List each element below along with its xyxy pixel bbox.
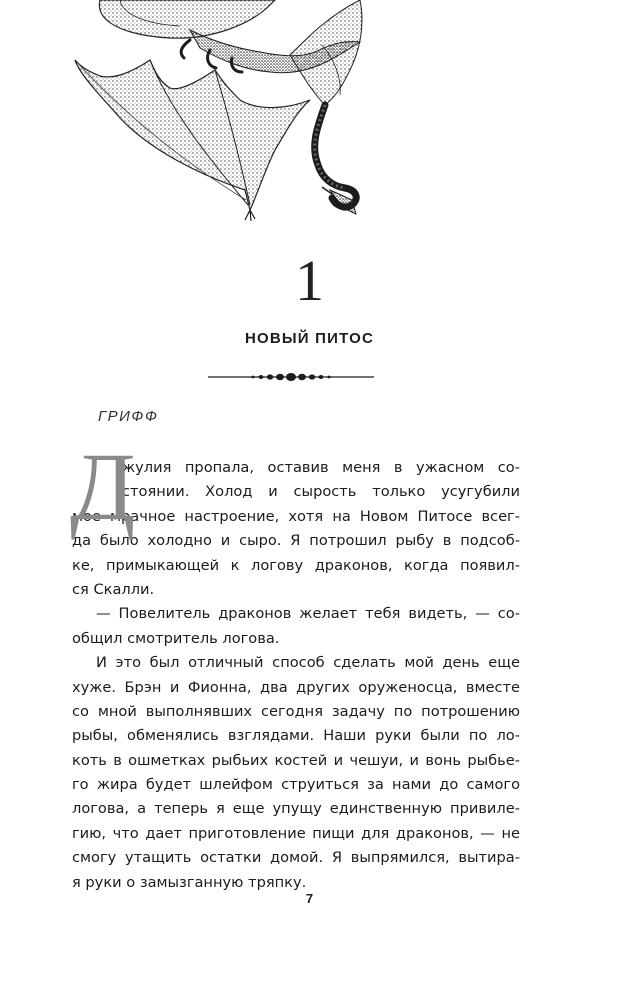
text-line: коть в ошметках рыбьих костей и чешуи, и вонь рыбье- — [72, 751, 520, 769]
text-line: И это был отличный способ сделать мой день еще — [96, 654, 520, 672]
text-line: гию, что дает приготовление пищи для драконов, — не — [72, 824, 520, 842]
text-line: го жира будет шлейфом струиться за нами до самого — [72, 776, 520, 794]
dragon-illustration-icon — [60, 0, 380, 230]
chapter-title: НОВЫЙ ПИТОС — [244, 330, 375, 347]
text-line: стоянии. Холод и сырость только усугубили — [122, 483, 520, 501]
text-line: рыбы, обменялись взглядами. Наши руки были по ло- — [72, 727, 520, 745]
text-line: смогу утащить остатки домой. Я выпрямился, вытира- — [72, 849, 520, 867]
drop-cap: Д — [70, 433, 136, 540]
text-line: — Повелитель драконов желает тебя видеть, — со- — [96, 605, 520, 623]
text-line: жулия пропала, оставив меня в ужасном со- — [122, 459, 520, 476]
narrator-name: ГРИФФ — [98, 408, 159, 425]
text-line: я руки о замызганную тряпку. — [72, 873, 307, 891]
text-line: ке, примыкающей к логову драконов, когда появил- — [72, 556, 520, 574]
text-line: общил смотритель логова. — [72, 629, 280, 647]
chapter-number: 1 — [295, 248, 324, 313]
text-line: мое мрачное настроение, хотя на Новом Питосе всег- — [72, 507, 520, 525]
divider-ornament-icon — [208, 370, 374, 384]
chapter-text — [70, 433, 520, 895]
text-line: ся Скалли. — [72, 580, 155, 598]
text-line: хуже. Брэн и Фионна, два других оруженосца, вместе — [72, 678, 520, 696]
text-line: логова, а теперь я еще упущу единственную привиле- — [72, 800, 520, 818]
text-line: со мной выполнявших сегодня задачу по потрошению — [72, 702, 520, 720]
page-number: 7 — [305, 891, 314, 906]
text-line: да было холодно и сыро. Я потрошил рыбу в подсоб- — [72, 532, 520, 550]
